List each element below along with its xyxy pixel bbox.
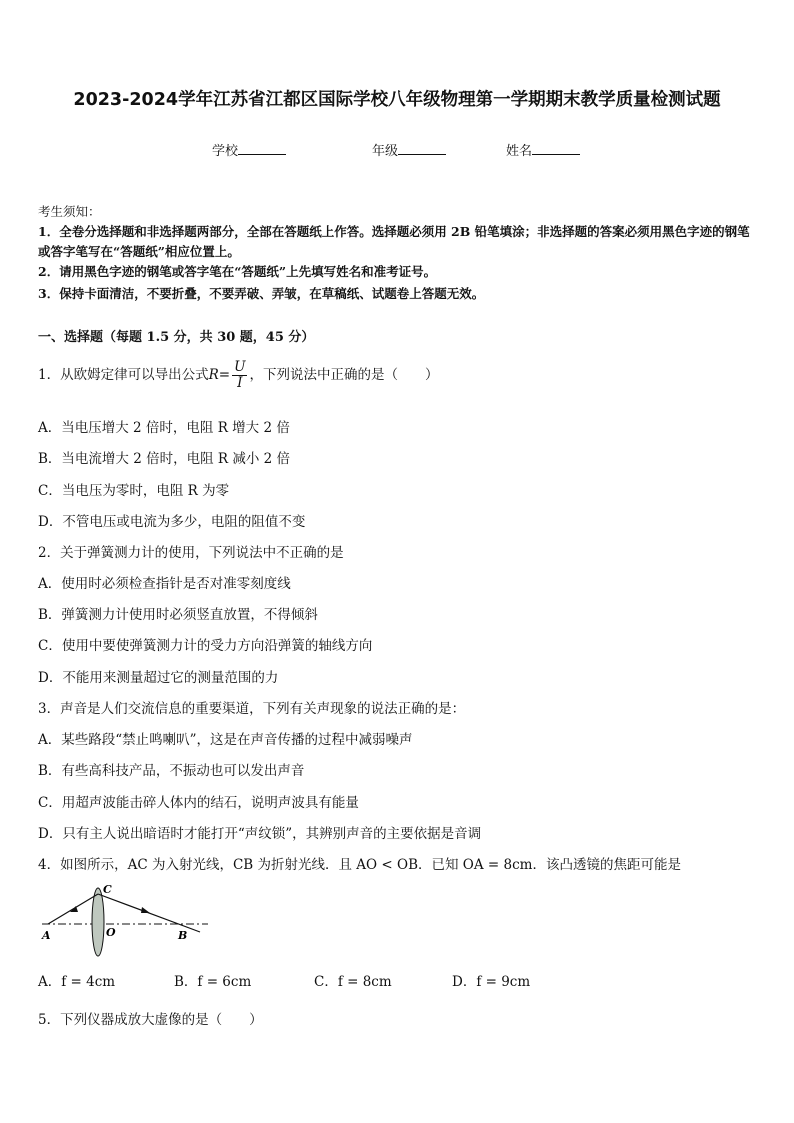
name-blank[interactable]	[532, 142, 580, 155]
notice-item-1: 1．全卷分选择题和非选择题两部分，全部在答题纸上作答。选择题必须用 2B 铅笔填涂；非选择题的答案必须用黑色字迹的钢笔或答字笔写在“答题纸”相应位置上。	[38, 224, 750, 259]
q2-stem: 2．关于弹簧测力计的使用，下列说法中不正确的是	[38, 545, 344, 561]
q1-option-d[interactable]: D．不管电压或电流为多少，电阻的阻值不变	[38, 514, 306, 530]
q4-option-c[interactable]: C．f = 8cm	[314, 974, 392, 990]
refracted-arrow-icon	[141, 907, 150, 913]
q2-option-d[interactable]: D．不能用来测量超过它的测量范围的力	[38, 670, 279, 686]
q1-formula-fraction	[232, 360, 247, 391]
school-blank[interactable]	[238, 142, 286, 155]
label-b: B	[178, 929, 188, 942]
label-c: C	[103, 883, 112, 896]
q1-option-c[interactable]: C．当电压为零时，电阻 R 为零	[38, 483, 230, 499]
q3-option-d[interactable]: D．只有主人说出暗语时才能打开“声纹锁”，其辨别声音的主要依据是音调	[38, 826, 482, 842]
grade-label: 年级	[372, 144, 399, 159]
q1-stem-after: ，下列说法中正确的是（ ）	[249, 367, 439, 383]
q4-option-d[interactable]: D．f = 9cm	[452, 974, 531, 990]
name-field[interactable]	[506, 140, 580, 159]
label-o: O	[106, 926, 116, 939]
q3-option-b[interactable]: B．有些高科技产品，不振动也可以发出声音	[38, 763, 305, 779]
q1-option-b[interactable]: B．当电流增大 2 倍时，电阻 R 减小 2 倍	[38, 451, 291, 467]
q3-option-a[interactable]: A．某些路段“禁止鸣喇叭”，这是在声音传播的过程中减弱噪声	[38, 732, 413, 748]
grade-blank[interactable]	[398, 142, 446, 155]
notice-heading: 考生须知：	[38, 204, 101, 219]
school-label: 学校	[212, 144, 239, 159]
q1-option-a[interactable]: A．当电压增大 2 倍时，电阻 R 增大 2 倍	[38, 420, 290, 436]
q2-option-b[interactable]: B．弹簧测力计使用时必须竖直放置，不得倾斜	[38, 607, 318, 623]
exam-title: 2023-2024学年江苏省江都区国际学校八年级物理第一学期期末教学质量检测试题	[73, 90, 721, 110]
label-a: A	[42, 929, 51, 942]
section-title: 一、选择题（每题 1.5 分，共 30 题，45 分）	[38, 330, 315, 345]
lens-diagram	[40, 882, 210, 962]
name-label: 姓名	[506, 144, 533, 159]
q3-stem: 3．声音是人们交流信息的重要渠道，下列有关声现象的说法正确的是：	[38, 701, 466, 717]
q1-stem	[38, 360, 438, 391]
convex-lens	[92, 888, 104, 956]
q3-option-c[interactable]: C．用超声波能击碎人体内的结石，说明声波具有能量	[38, 795, 359, 811]
q4-option-a[interactable]: A．f = 4cm	[38, 974, 116, 990]
q1-formula-denominator: I	[237, 375, 243, 391]
notice-item-3: 3．保持卡面清洁，不要折叠，不要弄破、弄皱，在草稿纸、试题卷上答题无效。	[38, 286, 485, 301]
q4-stem: 4．如图所示，AC 为入射光线，CB 为折射光线．且 AO < OB．已知 OA = 8cm．该凸透镜的焦距可能是	[38, 857, 681, 873]
q2-option-c[interactable]: C．使用中要使弹簧测力计的受力方向沿弹簧的轴线方向	[38, 638, 373, 654]
q1-stem-before: 1．从欧姆定律可以导出公式	[38, 367, 209, 383]
q5-stem: 5．下列仪器成放大虚像的是（ ）	[38, 1012, 263, 1028]
grade-field[interactable]	[372, 140, 446, 159]
q2-option-a[interactable]: A．使用时必须检查指针是否对准零刻度线	[38, 576, 291, 592]
q4-option-b[interactable]: B．f = 6cm	[174, 974, 252, 990]
school-field[interactable]	[212, 140, 286, 159]
q1-formula-lhs: R=	[208, 367, 231, 383]
q1-formula-numerator: U	[234, 359, 246, 375]
notice-item-2: 2．请用黑色字迹的钢笔或答字笔在“答题纸”上先填写姓名和准考证号。	[38, 264, 437, 279]
